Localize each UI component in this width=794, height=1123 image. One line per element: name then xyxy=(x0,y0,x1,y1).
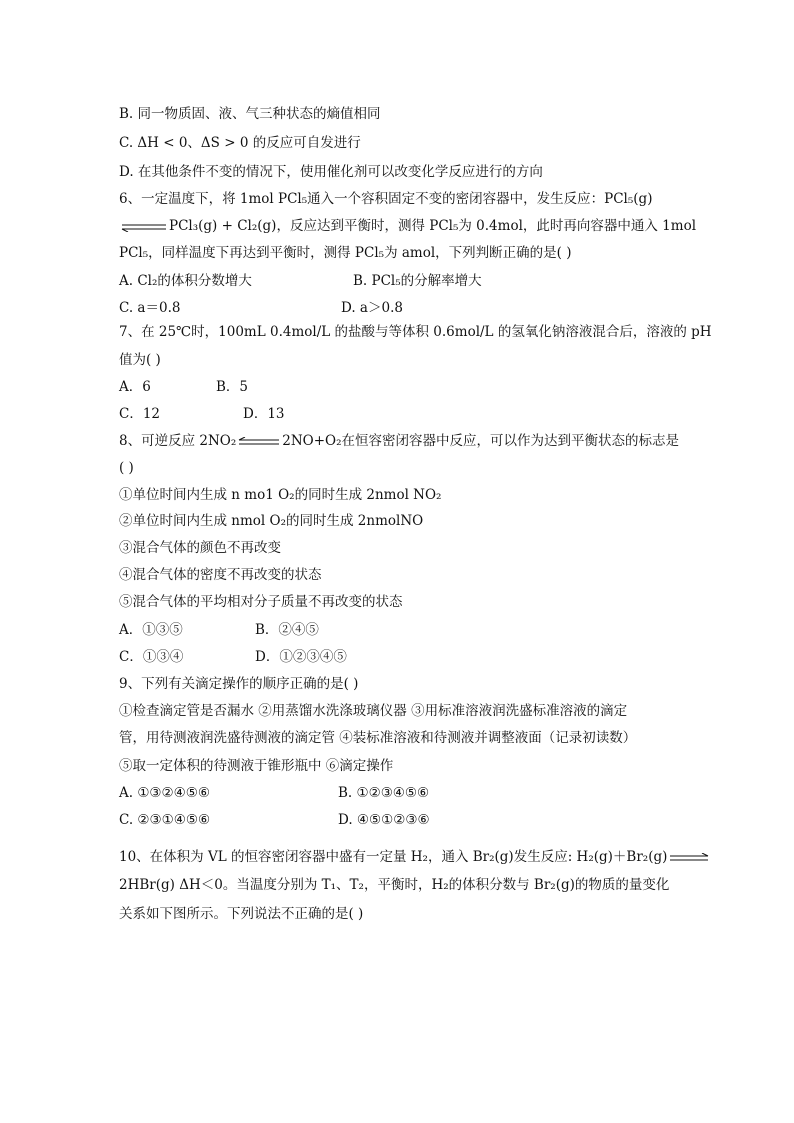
line-text: D. 在其他条件不变的情况下，使用催化剂可以改变化学反应进行的方向 xyxy=(119,164,543,180)
line-text: ⑤取一定体积的待测液于锥形瓶中 ⑥滴定操作 xyxy=(119,758,394,774)
line-text: ①检查滴定管是否漏水 ②用蒸馏水洗涤玻璃仪器 ③用标准溶液润洗盛标准溶液的滴定 xyxy=(119,703,628,719)
question-6-options-cd xyxy=(119,299,403,317)
option-d: D. ④⑤①②③⑥ xyxy=(338,812,430,828)
question-10-stem-2 xyxy=(119,876,669,894)
line-text: 6、一定温度下，将 1mol PCl₅通入一个容积固定不变的密闭容器中，发生反应：PCl₅(g) xyxy=(119,191,653,207)
line-text: 2NO+O₂在恒容密闭容器中反应，可以作为达到平衡状态的标志是 xyxy=(282,433,680,449)
line-text: B. 同一物质固、液、气三种状态的熵值相同 xyxy=(119,106,381,122)
question-8-stem xyxy=(119,432,679,450)
line-text: ④混合气体的密度不再改变的状态 xyxy=(119,567,322,583)
line-text: C. ΔH < 0、ΔS > 0 的反应可自发进行 xyxy=(119,135,361,151)
question-9-steps-3 xyxy=(119,757,393,775)
line-text: 2HBr(g) ΔH＜0。当温度分别为 T₁、T₂，平衡时，H₂的体积分数与 Br₂(g)的物质的量变化 xyxy=(119,877,670,893)
equilibrium-arrow-icon xyxy=(669,853,709,863)
line-text: 关系如下图所示。下列说法不正确的是( ) xyxy=(119,906,364,922)
question-8-options-cd xyxy=(119,648,347,666)
question-10-stem xyxy=(119,848,711,866)
line-text: 值为( ) xyxy=(119,352,161,368)
line-text: ( ) xyxy=(119,460,134,476)
option-c: C．①③④ xyxy=(119,649,184,665)
option-c: C. a＝0.8 xyxy=(119,300,181,316)
equilibrium-arrow-icon xyxy=(238,437,280,447)
line-text: ①单位时间内生成 n mo1 O₂的同时生成 2nmol NO₂ xyxy=(119,487,442,503)
question-9-stem xyxy=(119,675,358,693)
question-8-options-ab xyxy=(119,621,319,639)
question-6-stem-3 xyxy=(119,244,572,262)
question-10-stem-3 xyxy=(119,905,363,923)
option-c: C. ②③①④⑤⑥ xyxy=(119,812,211,828)
option-d: D. a＞0.8 xyxy=(341,300,403,316)
option-b: B．②④⑤ xyxy=(255,622,319,638)
question-7-options-ab xyxy=(119,378,249,396)
line-text: PCl₅，同样温度下再达到平衡时，测得 PCl₅为 amol，下列判断正确的是( ) xyxy=(119,245,572,261)
line-text: 8、可逆反应 2NO₂ xyxy=(119,433,237,449)
question-6-stem-2 xyxy=(119,217,696,235)
question-8-item-5 xyxy=(119,593,403,611)
option-a: A. ①③②④⑤⑥ xyxy=(119,785,210,801)
question-8-item-1 xyxy=(119,486,441,504)
line-text: 7、在 25℃时，100mL 0.4mol/L 的盐酸与等体积 0.6mol/L 的氢氧化钠溶液混合后，溶液的 pH xyxy=(119,324,712,340)
question-8-item-2 xyxy=(119,512,423,530)
option-b: B. ①②③④⑤⑥ xyxy=(338,785,430,801)
option-a: A．①③⑤ xyxy=(119,622,183,638)
question-7-options-cd xyxy=(119,405,285,423)
option-c-spontaneous xyxy=(119,134,361,152)
question-8-item-3 xyxy=(119,539,281,557)
option-d: D．13 xyxy=(243,406,285,422)
line-text: ③混合气体的颜色不再改变 xyxy=(119,540,281,556)
option-c: C．12 xyxy=(119,406,161,422)
line-text: PCl₃(g) + Cl₂(g)，反应达到平衡时，测得 PCl₅为 0.4mol，此时再向容器中通入 1mol xyxy=(169,218,697,234)
question-8-stem-2 xyxy=(119,459,134,477)
line-text: 管，用待测液润洗盛待测液的滴定管 ④装标准溶液和待测液并调整液面（记录初读数） xyxy=(119,730,637,746)
question-7-stem xyxy=(119,323,712,341)
option-a: A．6 xyxy=(119,379,151,395)
line-text: 9、下列有关滴定操作的顺序正确的是( ) xyxy=(119,676,359,692)
question-7-stem-2 xyxy=(119,351,161,369)
question-9-steps-2 xyxy=(119,729,636,747)
question-8-item-4 xyxy=(119,566,322,584)
option-d-catalyst xyxy=(119,163,543,181)
line-text: ⑤混合气体的平均相对分子质量不再改变的状态 xyxy=(119,594,403,610)
equilibrium-arrow-icon xyxy=(121,222,167,232)
question-9-steps-1 xyxy=(119,702,627,720)
question-9-options-ab xyxy=(119,784,430,802)
option-a: A. Cl₂的体积分数增大 xyxy=(119,273,252,289)
line-text: 10、在体积为 VL 的恒容密闭容器中盛有一定量 H₂，通入 Br₂(g)发生反应: H₂(g)＋Br₂(g) xyxy=(119,849,668,865)
option-b-entropy xyxy=(119,105,381,123)
option-b: B．5 xyxy=(216,379,249,395)
option-d: D．①②③④⑤ xyxy=(255,649,347,665)
question-6-options-ab xyxy=(119,272,482,290)
option-b: B. PCl₅的分解率增大 xyxy=(353,273,482,289)
question-6-stem xyxy=(119,190,652,208)
line-text: ②单位时间内生成 nmol O₂的同时生成 2nmolNO xyxy=(119,513,424,529)
question-9-options-cd xyxy=(119,811,430,829)
